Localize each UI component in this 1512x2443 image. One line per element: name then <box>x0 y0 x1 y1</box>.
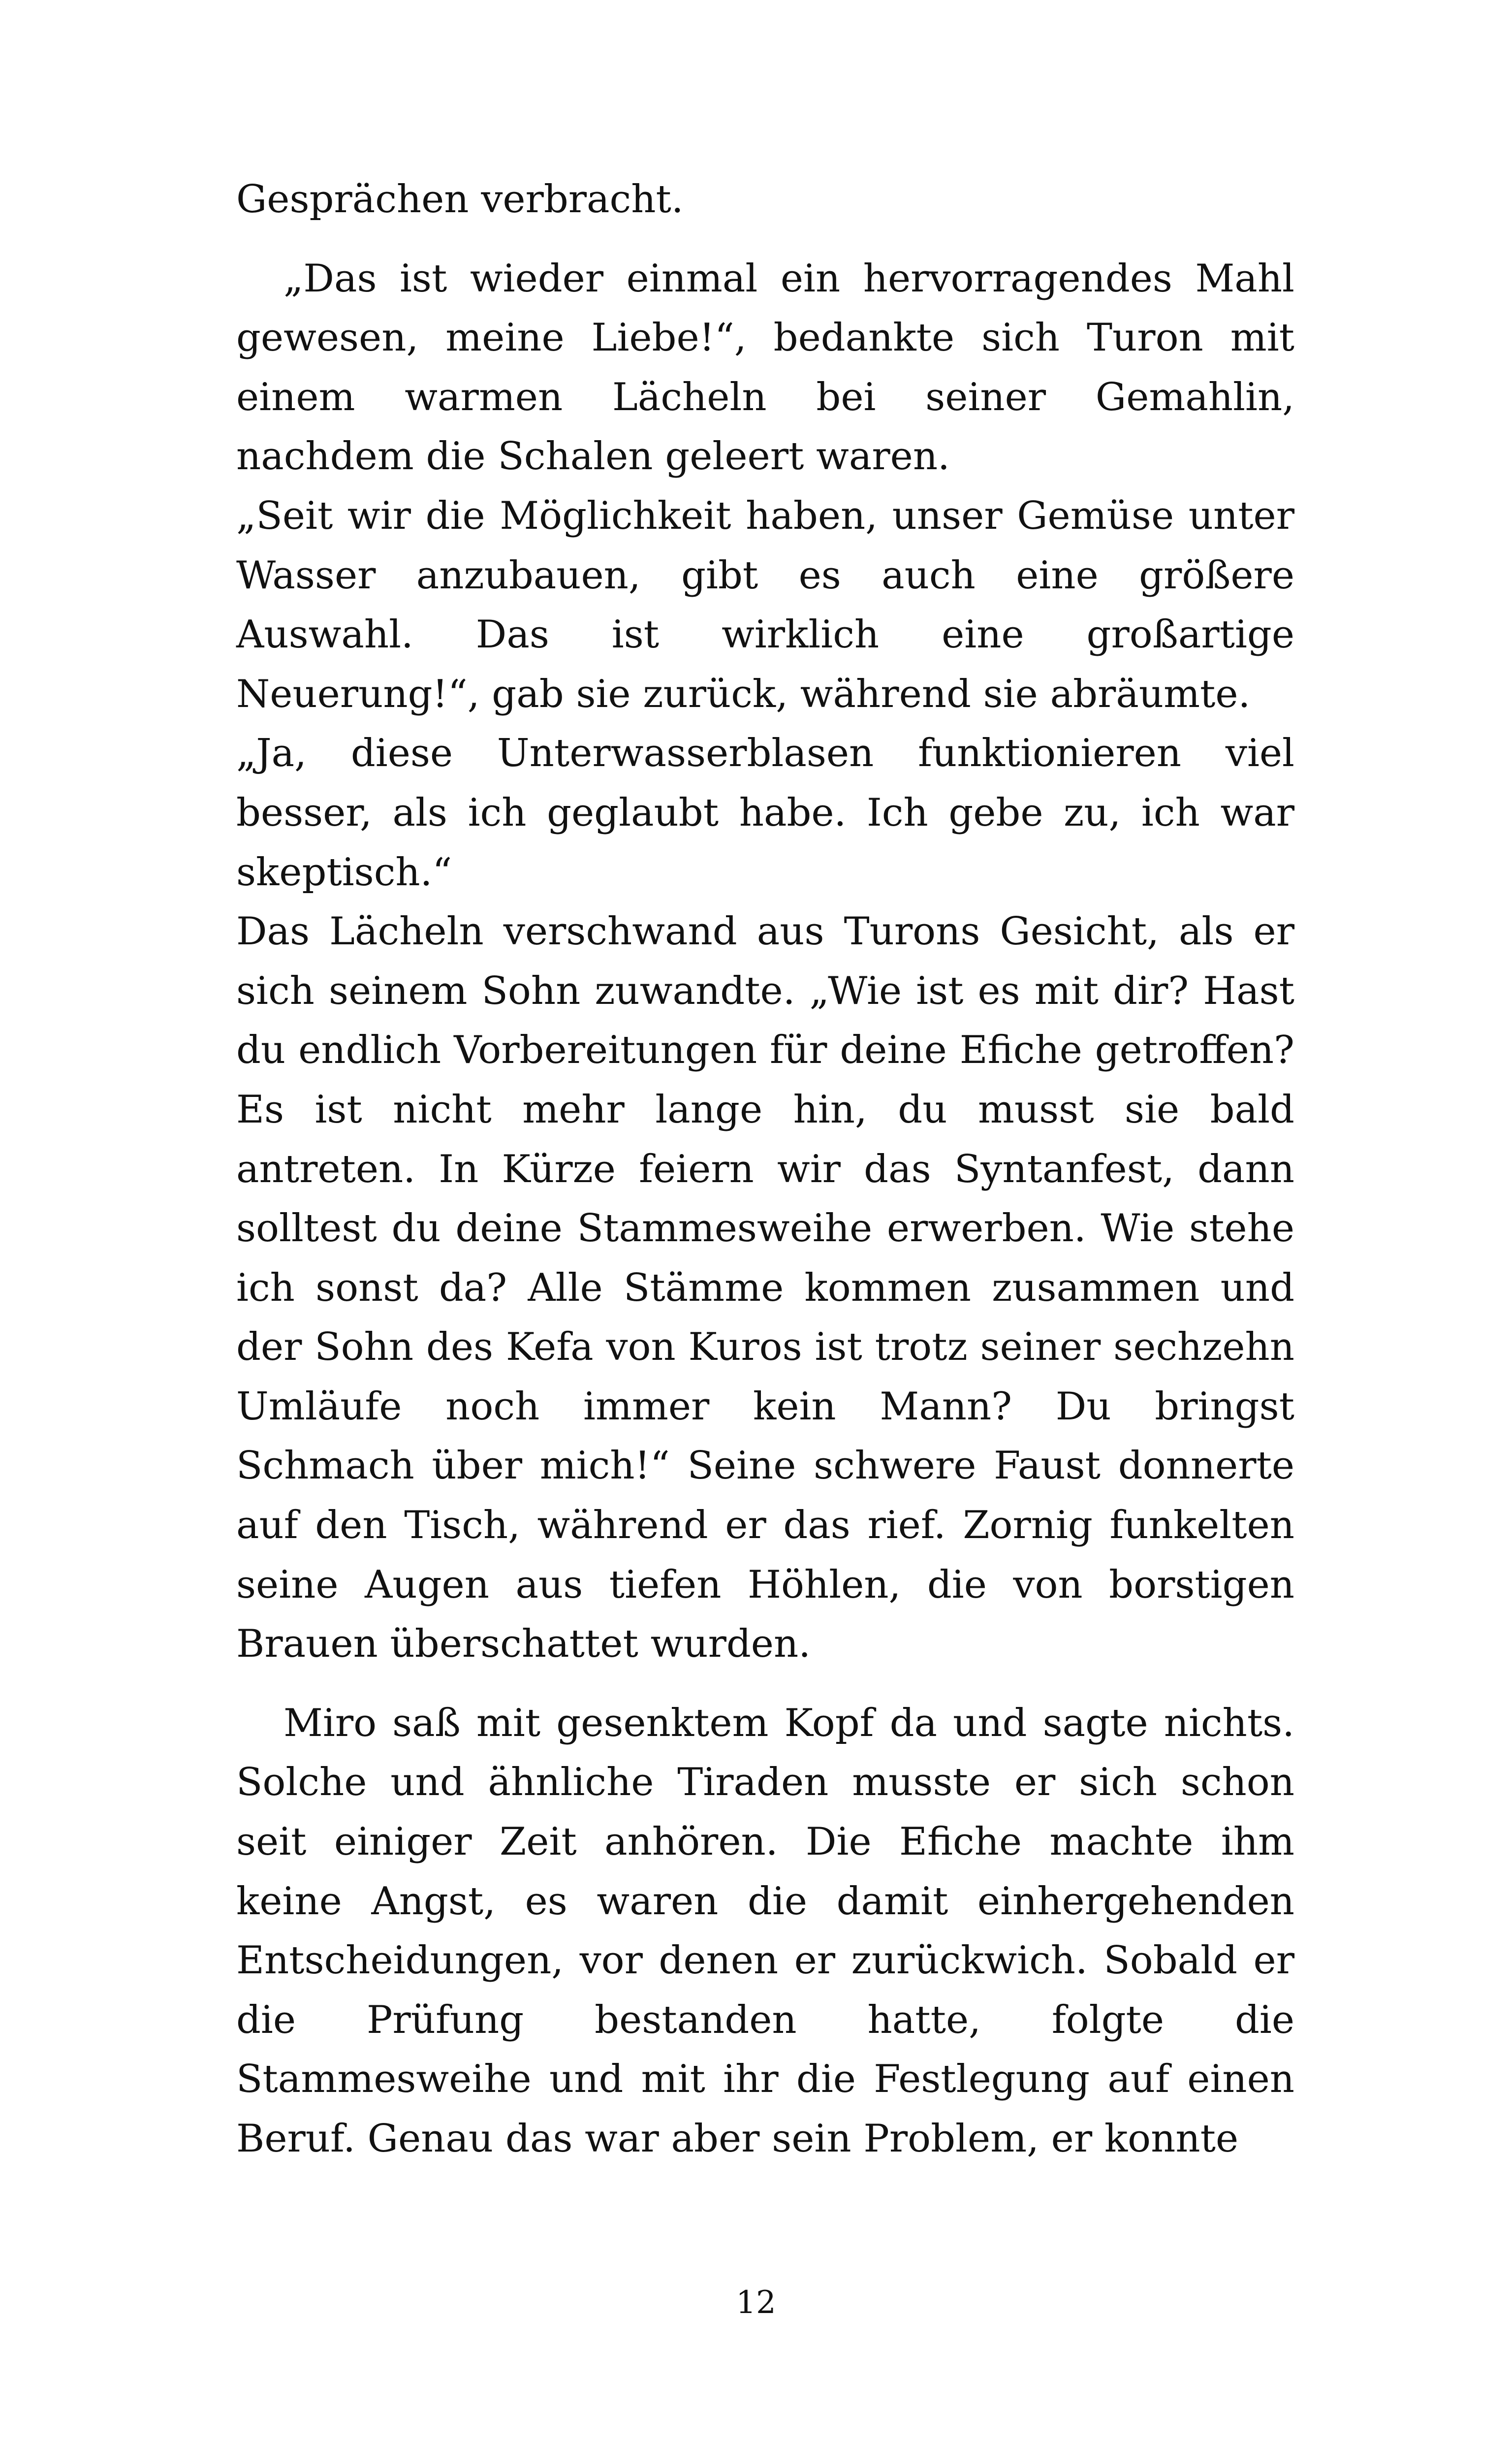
paragraph-1: Gesprächen verbracht. <box>236 177 684 222</box>
paragraph-4: „Ja, diese Unterwasserblasen funktionieren viel besser, als ich geglaubt habe. Ich gebe zu, ich war skeptisch.“ <box>236 731 1294 895</box>
paragraph-6: Miro saß mit gesenktem Kopf da und sagte nichts. Solche und ähnliche Tiraden musste er sich schon seit einiger Zeit anhören. Die Efiche machte ihm keine Angst, es waren die damit einhergehenden Entscheidungen, vor denen er zurückwich. Sobald er die Prüfung bestanden hatte, folgte die Stammesweihe und mit ihr die Festlegung auf einen Beruf. Genau das war aber sein Problem, er konnte <box>236 1701 1294 2161</box>
body-text <box>236 170 1294 2169</box>
page-number: 12 <box>736 2284 776 2321</box>
paragraph-2: „Das ist wieder einmal ein hervorragendes Mahl gewesen, meine Liebe!“, bedankte sich Turon mit einem warmen Lächeln bei seiner Gemahlin, nachdem die Schalen geleert waren. <box>236 256 1294 479</box>
paragraph-3: „Seit wir die Möglichkeit haben, unser Gemüse unter Wasser anzubauen, gibt es auch eine größere Auswahl. Das ist wirklich eine großartige Neuerung!“, gab sie zurück, während sie abräumte. <box>236 493 1294 716</box>
paragraph-5: Das Lächeln verschwand aus Turons Gesicht, als er sich seinem Sohn zuwandte. „Wie ist es mit dir? Hast du endlich Vorbereitungen für deine Efiche getroffen? Es ist nicht mehr lange hin, du musst sie bald antreten. In Kürze feiern wir das Syntanfest, dann solltest du deine Stammesweihe erwerben. Wie stehe ich sonst da? Alle Stämme kommen zusammen und der Sohn des Kefa von Kuros ist trotz seiner sechzehn Umläufe noch immer kein Mann? Du bringst Schmach über mich!“ Seine schwere Faust donnerte auf den Tisch, während er das rief. Zornig funkelten seine Augen aus tiefen Höhlen, die von borstigen Brauen überschattet wurden. <box>236 909 1294 1667</box>
